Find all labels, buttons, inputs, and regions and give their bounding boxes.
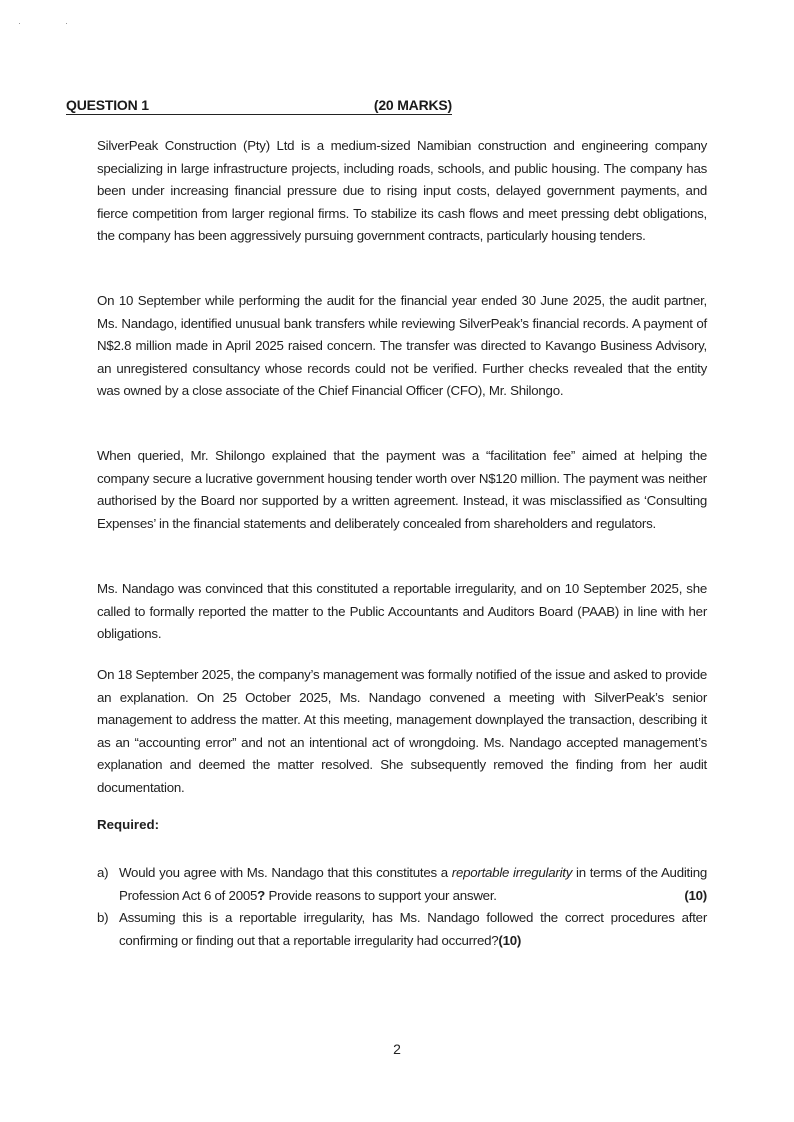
page-number: 2 xyxy=(393,1041,401,1057)
question-text-part: in terms of the Auditing Profession Act 6 of 2005 xyxy=(119,865,707,903)
scan-speck xyxy=(19,23,20,24)
question-text-part: Would you agree with Ms. Nandago that this constitutes a xyxy=(119,865,452,880)
question-italic-term: reportable irregularity xyxy=(451,865,573,880)
scan-speck xyxy=(66,23,67,24)
paragraph-audit-finding: On 10 September while performing the audit for the financial year ended 30 June 2025, the audit partner, Ms. Nandago, identified unusual bank transfers while reviewing SilverPeak’s financial records. A payment of N$2.8 million made in April 2025 raised concern. The transfer was directed to Kavango Business Advisory, an unregistered consultancy whose records could not be verified. Further checks revealed that the entity was owned by a close associate of the Chief Financial Officer (CFO), Mr. Shilongo. xyxy=(97,293,707,399)
question-mark-bold: ? xyxy=(257,887,266,903)
question-marks: (20 MARKS) xyxy=(373,97,452,113)
paragraph-company-background: SilverPeak Construction (Pty) Ltd is a medium-sized Namibian construction and engineering company specializing in large infrastructure projects, including roads, schools, and public housing. The company has been under increasing financial pressure due to rising input costs, delayed government payments, and fierce competition from larger regional firms. To stabilize its cash flows and meet pressing debt obligations, the company has been aggressively pursuing government contracts, particularly housing tenders. xyxy=(97,138,707,244)
question-item-a xyxy=(97,862,707,907)
question-label: b) xyxy=(97,910,109,926)
question-title: QUESTION 1 xyxy=(66,97,149,113)
question-text-part: Provide reasons to support your answer. xyxy=(265,887,497,903)
question-marks: (10) xyxy=(498,932,522,948)
question-marks: (10) xyxy=(684,887,707,903)
paragraph-cfo-explanation: When queried, Mr. Shilongo explained that the payment was a “facilitation fee” aimed at helping the company secure a lucrative government housing tender worth over N$120 million. The payment was neither authorised by the Board nor supported by a written agreement. Instead, it was misclassified as ‘Consulting Expenses’ in the financial statements and deliberately concealed from shareholders and regulators. xyxy=(97,448,707,531)
question-text xyxy=(119,865,707,903)
paragraph-management-meeting: On 18 September 2025, the company’s management was formally notified of the issue and asked to provide an explanation. On 25 October 2025, Ms. Nandago convened a meeting with SilverPeak’s senior management to address the matter. At this meeting, management downplayed the transaction, describing it as an “accounting error” and not an intentional act of wrongdoing. Ms. Nandago accepted management’s explanation and deemed the matter resolved. She subsequently removed the finding from her audit documentation. xyxy=(97,667,707,795)
required-label: Required: xyxy=(97,817,160,832)
question-item-b xyxy=(97,907,707,952)
question-list xyxy=(97,862,707,952)
question-heading xyxy=(66,97,452,115)
question-label: a) xyxy=(97,865,109,880)
paragraph-report-to-paab: Ms. Nandago was convinced that this constituted a reportable irregularity, and on 10 September 2025, she called to formally reported the matter to the Public Accountants and Auditors Board (PAAB) in line with her obligations. xyxy=(97,581,707,642)
heading-underline xyxy=(66,114,452,115)
question-text: Assuming this is a reportable irregularity, has Ms. Nandago followed the correct procedures after confirming or finding out that a reportable irregularity had occurred? xyxy=(119,910,707,948)
